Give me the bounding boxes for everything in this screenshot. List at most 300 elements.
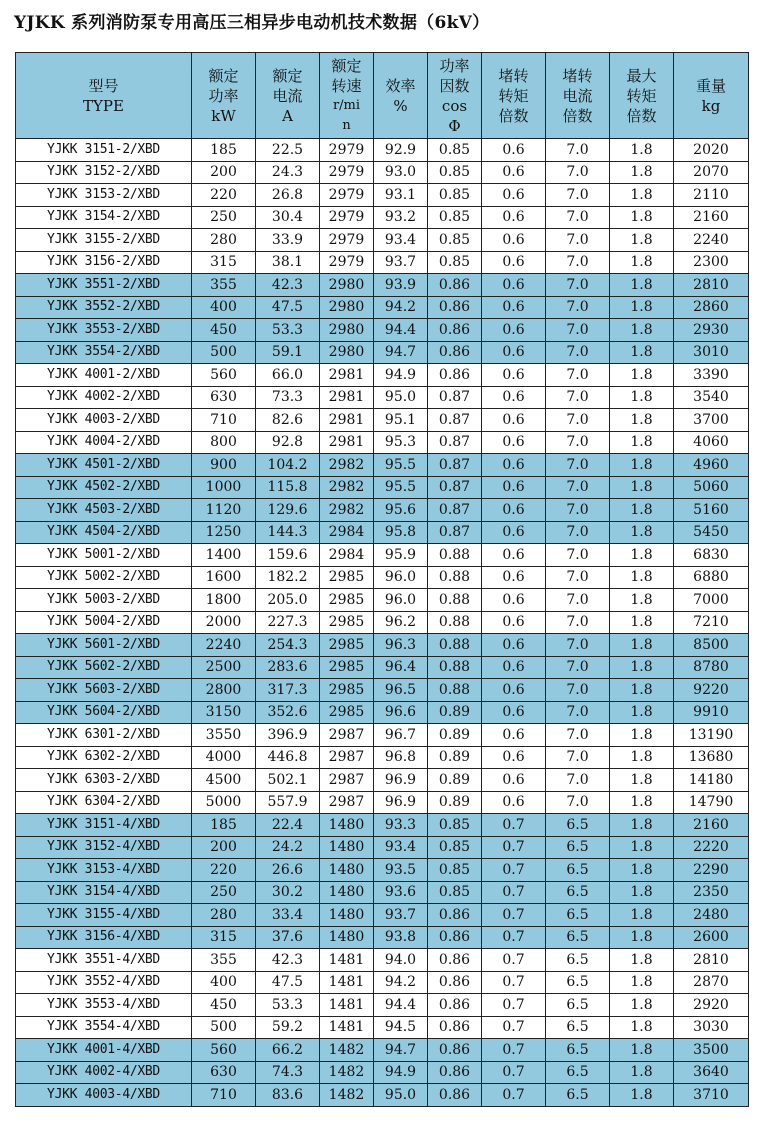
table-cell-lrc: 7.0 <box>546 274 610 297</box>
table-cell-current: 66.0 <box>256 364 320 387</box>
table-cell-efficiency: 96.9 <box>374 769 428 792</box>
table-cell-lrc: 7.0 <box>546 139 610 162</box>
table-cell-lrt: 0.7 <box>482 994 546 1017</box>
column-header-line: 转矩 <box>626 86 657 105</box>
table-cell-current: 115.8 <box>256 476 320 499</box>
table-cell-efficiency: 94.7 <box>374 1039 428 1062</box>
table-cell-current: 182.2 <box>256 566 320 589</box>
column-header-line: 电流 <box>562 86 593 105</box>
table-row <box>16 431 749 454</box>
table-cell-lrc: 6.5 <box>546 904 610 927</box>
table-cell-maxt: 1.8 <box>610 724 674 747</box>
table-cell-model: YJKK 4003-2/XBD <box>16 409 192 432</box>
table-cell-lrc: 7.0 <box>546 229 610 252</box>
table-cell-weight: 2480 <box>674 904 749 927</box>
table-cell-maxt: 1.8 <box>610 769 674 792</box>
table-cell-lrc: 6.5 <box>546 971 610 994</box>
table-cell-lrt: 0.6 <box>482 206 546 229</box>
table-cell-current: 446.8 <box>256 746 320 769</box>
table-cell-power: 5000 <box>192 791 256 814</box>
table-cell-speed: 1480 <box>320 926 374 949</box>
table-cell-model: YJKK 3154-4/XBD <box>16 881 192 904</box>
table-row <box>16 926 749 949</box>
table-cell-power: 200 <box>192 161 256 184</box>
table-cell-current: 159.6 <box>256 544 320 567</box>
table-cell-power: 560 <box>192 364 256 387</box>
table-cell-power: 4500 <box>192 769 256 792</box>
table-cell-lrc: 6.5 <box>546 1084 610 1107</box>
table-cell-power: 250 <box>192 206 256 229</box>
table-cell-speed: 1482 <box>320 1084 374 1107</box>
table-cell-maxt: 1.8 <box>610 521 674 544</box>
table-body <box>16 139 749 1107</box>
table-cell-weight: 8780 <box>674 656 749 679</box>
table-cell-model: YJKK 3152-4/XBD <box>16 836 192 859</box>
table-cell-lrc: 6.5 <box>546 949 610 972</box>
table-cell-maxt: 1.8 <box>610 926 674 949</box>
table-cell-power: 3150 <box>192 701 256 724</box>
table-cell-speed: 1480 <box>320 836 374 859</box>
table-cell-model: YJKK 5604-2/XBD <box>16 701 192 724</box>
table-cell-efficiency: 92.9 <box>374 139 428 162</box>
table-cell-efficiency: 96.0 <box>374 566 428 589</box>
table-cell-lrt: 0.6 <box>482 251 546 274</box>
table-cell-lrt: 0.6 <box>482 566 546 589</box>
table-cell-lrc: 7.0 <box>546 679 610 702</box>
table-cell-model: YJKK 4001-4/XBD <box>16 1039 192 1062</box>
table-cell-model: YJKK 5002-2/XBD <box>16 566 192 589</box>
table-cell-current: 73.3 <box>256 386 320 409</box>
table-cell-lrc: 6.5 <box>546 1039 610 1062</box>
table-row <box>16 724 749 747</box>
table-cell-power: 220 <box>192 184 256 207</box>
table-cell-pf: 0.86 <box>428 364 482 387</box>
table-cell-model: YJKK 4502-2/XBD <box>16 476 192 499</box>
table-cell-pf: 0.89 <box>428 746 482 769</box>
table-cell-current: 66.2 <box>256 1039 320 1062</box>
table-cell-model: YJKK 5603-2/XBD <box>16 679 192 702</box>
table-cell-model: YJKK 4003-4/XBD <box>16 1084 192 1107</box>
table-cell-efficiency: 96.8 <box>374 746 428 769</box>
table-cell-maxt: 1.8 <box>610 859 674 882</box>
table-cell-weight: 3710 <box>674 1084 749 1107</box>
motor-spec-table <box>15 52 749 1107</box>
table-cell-maxt: 1.8 <box>610 791 674 814</box>
table-cell-lrc: 7.0 <box>546 251 610 274</box>
table-cell-current: 53.3 <box>256 994 320 1017</box>
table-cell-current: 352.6 <box>256 701 320 724</box>
table-cell-model: YJKK 3553-2/XBD <box>16 319 192 342</box>
table-cell-current: 30.2 <box>256 881 320 904</box>
table-row <box>16 296 749 319</box>
table-cell-weight: 7000 <box>674 589 749 612</box>
table-cell-speed: 2987 <box>320 746 374 769</box>
table-cell-power: 500 <box>192 341 256 364</box>
table-cell-efficiency: 96.3 <box>374 634 428 657</box>
table-cell-efficiency: 94.7 <box>374 341 428 364</box>
table-cell-maxt: 1.8 <box>610 589 674 612</box>
table-cell-weight: 2290 <box>674 859 749 882</box>
table-cell-current: 92.8 <box>256 431 320 454</box>
table-cell-power: 200 <box>192 836 256 859</box>
table-cell-power: 220 <box>192 859 256 882</box>
table-cell-speed: 1480 <box>320 904 374 927</box>
column-header-line: kg <box>701 96 721 115</box>
table-cell-power: 630 <box>192 1061 256 1084</box>
table-cell-power: 2240 <box>192 634 256 657</box>
table-cell-maxt: 1.8 <box>610 836 674 859</box>
table-cell-speed: 2979 <box>320 206 374 229</box>
table-cell-current: 38.1 <box>256 251 320 274</box>
table-cell-current: 53.3 <box>256 319 320 342</box>
table-row <box>16 229 749 252</box>
table-cell-weight: 2220 <box>674 836 749 859</box>
table-cell-speed: 2979 <box>320 184 374 207</box>
table-row <box>16 139 749 162</box>
table-row <box>16 521 749 544</box>
table-cell-current: 283.6 <box>256 656 320 679</box>
table-cell-power: 710 <box>192 1084 256 1107</box>
table-cell-pf: 0.85 <box>428 206 482 229</box>
table-cell-efficiency: 96.6 <box>374 701 428 724</box>
table-cell-efficiency: 93.8 <box>374 926 428 949</box>
table-cell-weight: 9220 <box>674 679 749 702</box>
table-cell-weight: 13190 <box>674 724 749 747</box>
table-row <box>16 544 749 567</box>
table-cell-speed: 2981 <box>320 409 374 432</box>
table-cell-current: 26.6 <box>256 859 320 882</box>
table-cell-lrc: 7.0 <box>546 161 610 184</box>
table-cell-maxt: 1.8 <box>610 656 674 679</box>
table-cell-pf: 0.85 <box>428 814 482 837</box>
table-cell-model: YJKK 3156-4/XBD <box>16 926 192 949</box>
table-cell-power: 450 <box>192 994 256 1017</box>
table-cell-pf: 0.87 <box>428 454 482 477</box>
table-cell-weight: 2920 <box>674 994 749 1017</box>
table-row <box>16 634 749 657</box>
table-cell-pf: 0.86 <box>428 1016 482 1039</box>
table-cell-efficiency: 95.6 <box>374 499 428 522</box>
table-cell-speed: 1481 <box>320 971 374 994</box>
table-cell-pf: 0.89 <box>428 724 482 747</box>
table-cell-power: 1250 <box>192 521 256 544</box>
table-cell-efficiency: 96.9 <box>374 791 428 814</box>
table-row <box>16 679 749 702</box>
column-header-model <box>16 53 192 139</box>
column-header-line: 转速 <box>331 76 362 95</box>
table-cell-power: 400 <box>192 971 256 994</box>
table-cell-weight: 2600 <box>674 926 749 949</box>
table-cell-speed: 1481 <box>320 1016 374 1039</box>
table-cell-weight: 2110 <box>674 184 749 207</box>
table-cell-current: 42.3 <box>256 949 320 972</box>
table-row <box>16 656 749 679</box>
table-cell-power: 560 <box>192 1039 256 1062</box>
table-cell-maxt: 1.8 <box>610 161 674 184</box>
table-cell-speed: 1481 <box>320 949 374 972</box>
table-cell-lrc: 7.0 <box>546 476 610 499</box>
table-cell-pf: 0.86 <box>428 971 482 994</box>
table-cell-maxt: 1.8 <box>610 274 674 297</box>
column-header-line: 额定 <box>272 66 303 85</box>
table-cell-lrt: 0.7 <box>482 836 546 859</box>
table-cell-model: YJKK 6304-2/XBD <box>16 791 192 814</box>
table-cell-lrc: 7.0 <box>546 454 610 477</box>
table-cell-current: 42.3 <box>256 274 320 297</box>
table-cell-maxt: 1.8 <box>610 476 674 499</box>
table-cell-lrt: 0.7 <box>482 1039 546 1062</box>
table-cell-model: YJKK 3552-2/XBD <box>16 296 192 319</box>
table-cell-pf: 0.85 <box>428 184 482 207</box>
table-cell-maxt: 1.8 <box>610 994 674 1017</box>
table-cell-lrc: 7.0 <box>546 544 610 567</box>
table-cell-pf: 0.86 <box>428 949 482 972</box>
table-cell-current: 396.9 <box>256 724 320 747</box>
table-cell-lrt: 0.6 <box>482 521 546 544</box>
table-cell-lrt: 0.6 <box>482 364 546 387</box>
table-cell-power: 2800 <box>192 679 256 702</box>
table-row <box>16 971 749 994</box>
column-header-current <box>256 53 320 139</box>
table-cell-efficiency: 94.2 <box>374 971 428 994</box>
table-cell-model: YJKK 4002-2/XBD <box>16 386 192 409</box>
column-header-line: Φ <box>448 116 461 135</box>
table-cell-speed: 2987 <box>320 791 374 814</box>
table-cell-speed: 2985 <box>320 634 374 657</box>
table-row <box>16 949 749 972</box>
table-row <box>16 904 749 927</box>
table-cell-speed: 2981 <box>320 431 374 454</box>
table-cell-lrt: 0.7 <box>482 881 546 904</box>
table-cell-lrc: 6.5 <box>546 836 610 859</box>
table-cell-weight: 2350 <box>674 881 749 904</box>
table-row <box>16 814 749 837</box>
table-cell-power: 355 <box>192 949 256 972</box>
table-cell-efficiency: 94.5 <box>374 1016 428 1039</box>
table-cell-current: 24.3 <box>256 161 320 184</box>
table-cell-lrc: 7.0 <box>546 611 610 634</box>
table-cell-lrc: 7.0 <box>546 319 610 342</box>
table-cell-power: 315 <box>192 926 256 949</box>
table-cell-efficiency: 93.3 <box>374 814 428 837</box>
table-cell-weight: 6830 <box>674 544 749 567</box>
table-cell-current: 30.4 <box>256 206 320 229</box>
table-cell-pf: 0.88 <box>428 679 482 702</box>
table-cell-pf: 0.85 <box>428 139 482 162</box>
table-cell-current: 502.1 <box>256 769 320 792</box>
table-cell-lrc: 7.0 <box>546 769 610 792</box>
table-cell-lrt: 0.6 <box>482 724 546 747</box>
table-cell-model: YJKK 4503-2/XBD <box>16 499 192 522</box>
table-row <box>16 184 749 207</box>
table-cell-model: YJKK 5602-2/XBD <box>16 656 192 679</box>
table-cell-efficiency: 96.4 <box>374 656 428 679</box>
table-row <box>16 476 749 499</box>
table-cell-lrc: 7.0 <box>546 364 610 387</box>
table-cell-lrc: 7.0 <box>546 499 610 522</box>
column-header-line: A <box>282 106 293 125</box>
table-cell-efficiency: 95.1 <box>374 409 428 432</box>
table-cell-model: YJKK 3151-4/XBD <box>16 814 192 837</box>
table-cell-current: 317.3 <box>256 679 320 702</box>
table-cell-weight: 2160 <box>674 814 749 837</box>
table-cell-efficiency: 95.3 <box>374 431 428 454</box>
table-cell-pf: 0.86 <box>428 904 482 927</box>
table-cell-efficiency: 93.2 <box>374 206 428 229</box>
table-cell-model: YJKK 3151-2/XBD <box>16 139 192 162</box>
table-cell-model: YJKK 3155-2/XBD <box>16 229 192 252</box>
table-cell-weight: 4960 <box>674 454 749 477</box>
table-cell-efficiency: 96.5 <box>374 679 428 702</box>
table-cell-speed: 2979 <box>320 161 374 184</box>
table-cell-current: 74.3 <box>256 1061 320 1084</box>
table-cell-speed: 2987 <box>320 724 374 747</box>
table-cell-lrt: 0.7 <box>482 859 546 882</box>
table-cell-current: 59.1 <box>256 341 320 364</box>
table-row <box>16 454 749 477</box>
table-cell-current: 22.5 <box>256 139 320 162</box>
table-cell-model: YJKK 4004-2/XBD <box>16 431 192 454</box>
column-header-lrc <box>546 53 610 139</box>
table-cell-maxt: 1.8 <box>610 679 674 702</box>
table-cell-lrc: 7.0 <box>546 701 610 724</box>
table-row <box>16 859 749 882</box>
table-cell-speed: 1482 <box>320 1061 374 1084</box>
table-cell-weight: 2020 <box>674 139 749 162</box>
table-cell-power: 280 <box>192 904 256 927</box>
table-cell-speed: 2980 <box>320 341 374 364</box>
table-row <box>16 386 749 409</box>
table-cell-current: 37.6 <box>256 926 320 949</box>
table-cell-lrt: 0.6 <box>482 319 546 342</box>
table-cell-speed: 1480 <box>320 881 374 904</box>
table-cell-lrc: 7.0 <box>546 724 610 747</box>
table-cell-power: 1120 <box>192 499 256 522</box>
table-cell-pf: 0.86 <box>428 1061 482 1084</box>
table-cell-current: 26.8 <box>256 184 320 207</box>
table-cell-lrc: 7.0 <box>546 206 610 229</box>
table-cell-weight: 2240 <box>674 229 749 252</box>
table-cell-lrt: 0.6 <box>482 499 546 522</box>
table-cell-lrc: 7.0 <box>546 589 610 612</box>
table-cell-model: YJKK 6302-2/XBD <box>16 746 192 769</box>
table-cell-model: YJKK 3553-4/XBD <box>16 994 192 1017</box>
table-cell-weight: 8500 <box>674 634 749 657</box>
table-row <box>16 566 749 589</box>
table-cell-efficiency: 93.7 <box>374 251 428 274</box>
table-cell-lrt: 0.6 <box>482 139 546 162</box>
table-cell-lrt: 0.6 <box>482 634 546 657</box>
table-cell-pf: 0.86 <box>428 296 482 319</box>
table-cell-weight: 2870 <box>674 971 749 994</box>
table-cell-maxt: 1.8 <box>610 544 674 567</box>
table-cell-weight: 9910 <box>674 701 749 724</box>
table-cell-power: 4000 <box>192 746 256 769</box>
table-cell-pf: 0.86 <box>428 1084 482 1107</box>
table-cell-speed: 2985 <box>320 566 374 589</box>
table-cell-lrt: 0.6 <box>482 409 546 432</box>
table-cell-model: YJKK 3554-2/XBD <box>16 341 192 364</box>
column-header-lrt <box>482 53 546 139</box>
table-cell-model: YJKK 3551-2/XBD <box>16 274 192 297</box>
table-cell-speed: 2981 <box>320 386 374 409</box>
column-header-line: 额定 <box>208 66 239 85</box>
table-cell-speed: 1480 <box>320 859 374 882</box>
table-cell-current: 47.5 <box>256 296 320 319</box>
table-row <box>16 1016 749 1039</box>
table-row <box>16 251 749 274</box>
table-cell-weight: 2300 <box>674 251 749 274</box>
table-cell-pf: 0.88 <box>428 634 482 657</box>
column-header-line: % <box>393 96 408 115</box>
table-cell-pf: 0.89 <box>428 701 482 724</box>
table-cell-pf: 0.85 <box>428 229 482 252</box>
table-cell-weight: 3030 <box>674 1016 749 1039</box>
table-cell-efficiency: 93.7 <box>374 904 428 927</box>
table-cell-efficiency: 93.9 <box>374 274 428 297</box>
table-cell-maxt: 1.8 <box>610 566 674 589</box>
table-cell-model: YJKK 3551-4/XBD <box>16 949 192 972</box>
table-cell-weight: 3700 <box>674 409 749 432</box>
table-cell-speed: 2985 <box>320 611 374 634</box>
table-cell-weight: 5060 <box>674 476 749 499</box>
column-header-line: 堵转 <box>498 66 529 85</box>
table-cell-pf: 0.89 <box>428 791 482 814</box>
table-row <box>16 701 749 724</box>
table-cell-speed: 2980 <box>320 319 374 342</box>
table-cell-maxt: 1.8 <box>610 319 674 342</box>
table-cell-speed: 2985 <box>320 656 374 679</box>
table-cell-lrt: 0.6 <box>482 274 546 297</box>
table-cell-model: YJKK 4002-4/XBD <box>16 1061 192 1084</box>
table-cell-model: YJKK 3152-2/XBD <box>16 161 192 184</box>
table-cell-maxt: 1.8 <box>610 949 674 972</box>
table-row <box>16 319 749 342</box>
table-row <box>16 161 749 184</box>
table-cell-lrt: 0.6 <box>482 701 546 724</box>
table-cell-maxt: 1.8 <box>610 1016 674 1039</box>
table-cell-lrt: 0.6 <box>482 791 546 814</box>
header-row <box>16 53 749 139</box>
table-cell-current: 22.4 <box>256 814 320 837</box>
table-cell-model: YJKK 5001-2/XBD <box>16 544 192 567</box>
table-cell-power: 2500 <box>192 656 256 679</box>
table-cell-lrt: 0.6 <box>482 746 546 769</box>
table-cell-maxt: 1.8 <box>610 814 674 837</box>
column-header-line: 额定 <box>331 56 362 75</box>
table-cell-lrc: 7.0 <box>546 184 610 207</box>
table-cell-lrt: 0.6 <box>482 656 546 679</box>
table-cell-current: 104.2 <box>256 454 320 477</box>
table-cell-efficiency: 94.4 <box>374 994 428 1017</box>
table-row <box>16 206 749 229</box>
table-cell-efficiency: 93.0 <box>374 161 428 184</box>
table-row <box>16 1039 749 1062</box>
table-cell-lrt: 0.6 <box>482 769 546 792</box>
table-cell-lrc: 7.0 <box>546 431 610 454</box>
column-header-power <box>192 53 256 139</box>
table-cell-efficiency: 93.5 <box>374 859 428 882</box>
table-cell-pf: 0.88 <box>428 544 482 567</box>
table-cell-model: YJKK 5601-2/XBD <box>16 634 192 657</box>
table-cell-power: 185 <box>192 139 256 162</box>
table-cell-speed: 1481 <box>320 994 374 1017</box>
table-cell-maxt: 1.8 <box>610 454 674 477</box>
table-cell-pf: 0.86 <box>428 319 482 342</box>
table-cell-maxt: 1.8 <box>610 971 674 994</box>
table-cell-current: 33.9 <box>256 229 320 252</box>
column-header-line: n <box>342 117 351 133</box>
